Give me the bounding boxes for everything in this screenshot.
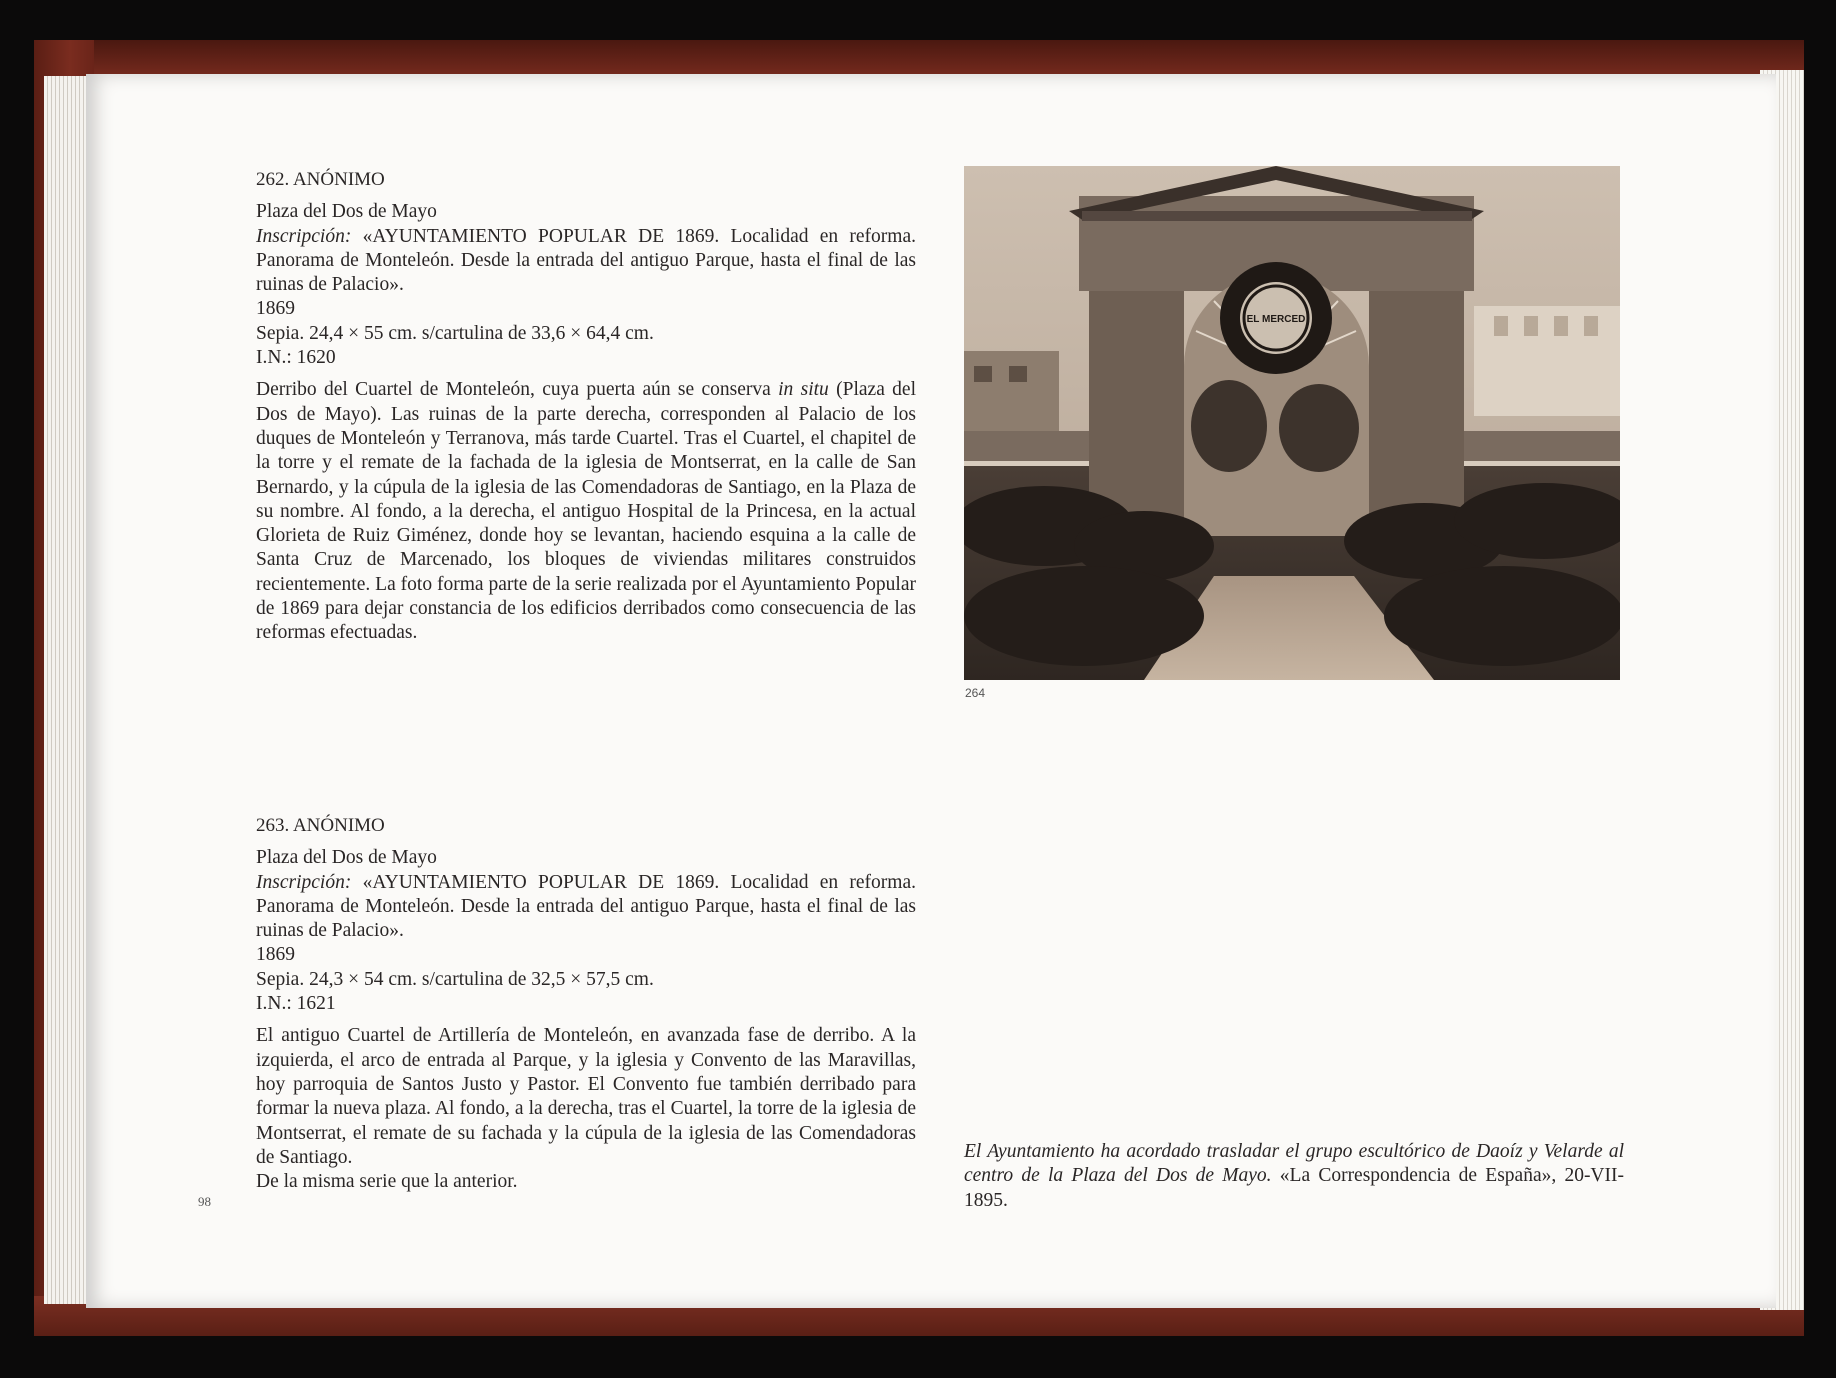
quote-source: «La Correspondencia de España», 20-VII-1895. — [964, 1165, 1624, 1211]
photograph-264 — [964, 166, 1620, 680]
quote-italic: El Ayuntamiento ha acordado trasladar el grupo escultórico de Daoíz y Velarde al centro de la Plaza del Dos de Mayo. — [964, 1141, 1624, 1187]
entry-inscription — [256, 871, 916, 944]
description-line1: Derribo del Cuartel de Monteleón, cuya puerta aún se conserva — [256, 379, 771, 401]
catalog-entry-263 — [256, 814, 916, 1194]
description-rest: (Plaza del Dos de Mayo). Las ruinas de la parte derecha, corresponden al Palacio de los duques de Monteleón y Terranova, más tarde Cuartel. Tras el Cuartel, el chapitel de la torre y el remate de la fachada de la iglesia de Montserrat, en la calle de San Bernardo, y la cúpula de la iglesia de las Comendadoras de Santiago, en la Plaza de su nombre. Al fondo, a la derecha, el antiguo Hospital de la Princesa, en la actual Glorieta de Ruiz Giménez, donde hoy se levantan, haciendo esquina a la calle de Santa Cruz de Marcenado, los bloques de viviendas militares construidos recientemente. La foto forma parte de la serie realizada por el Ayuntamiento Popular de 1869 para dejar constancia de los edificios derribados como consecuencia de las reformas efectuadas. — [256, 379, 916, 644]
entry-description — [256, 378, 916, 645]
page-number: 98 — [198, 1194, 211, 1209]
period-quote — [964, 1140, 1624, 1213]
entry-year: 1869 — [256, 944, 295, 966]
entry-description: El antiguo Cuartel de Artillería de Monteleón, en avanzada fase de derribo. A la izquierda, el arco de entrada al Parque, y la iglesia y Convento de las Maravillas, hoy parroquia de Santos Justo y Pastor. El Convento fue también derribado para formar la nueva plaza. Al fondo, a la derecha, tras el Cuartel, la torre de la iglesia de Montserrat, el remate de su fachada y la cúpula de la iglesia de las Comendadoras de Santiago. — [256, 1025, 916, 1168]
entry-year: 1869 — [256, 298, 295, 320]
page-edges-left — [44, 76, 92, 1304]
entry-title: Plaza del Dos de Mayo — [256, 847, 437, 869]
catalog-entry-262 — [256, 168, 916, 646]
entry-inventory: I.N.: 1620 — [256, 347, 336, 369]
entry-inventory: I.N.: 1621 — [256, 993, 336, 1015]
entry-heading: 262. ANÓNIMO — [256, 169, 385, 190]
entry-title: Plaza del Dos de Mayo — [256, 201, 437, 223]
inscription-label: Inscripción: — [256, 225, 352, 247]
wreath-text: EL MERCED — [1246, 314, 1306, 325]
entry-note: De la misma serie que la anterior. — [256, 1171, 518, 1193]
photo-reference-number: 264 — [965, 686, 986, 700]
photo-gate-illustration — [964, 166, 1620, 680]
entry-technique: Sepia. 24,3 × 54 cm. s/cartulina de 32,5 × 57,5 cm. — [256, 968, 654, 990]
inscription-label: Inscripción: — [256, 871, 352, 893]
description-insitu: in situ — [778, 379, 829, 401]
inscription-text: «AYUNTAMIENTO POPULAR DE 1869. Localidad en reforma. Panorama de Monteleón. Desde la entrada del antiguo Parque, hasta el final de las ruinas de Palacio». — [256, 871, 916, 942]
entry-heading: 263. ANÓNIMO — [256, 815, 385, 836]
entry-technique: Sepia. 24,4 × 55 cm. s/cartulina de 33,6 × 64,4 cm. — [256, 322, 654, 344]
entry-inscription — [256, 225, 916, 298]
inscription-text: «AYUNTAMIENTO POPULAR DE 1869. Localidad en reforma. Panorama de Monteleón. Desde la entrada del antiguo Parque, hasta el final de las ruinas de Palacio». — [256, 225, 916, 296]
